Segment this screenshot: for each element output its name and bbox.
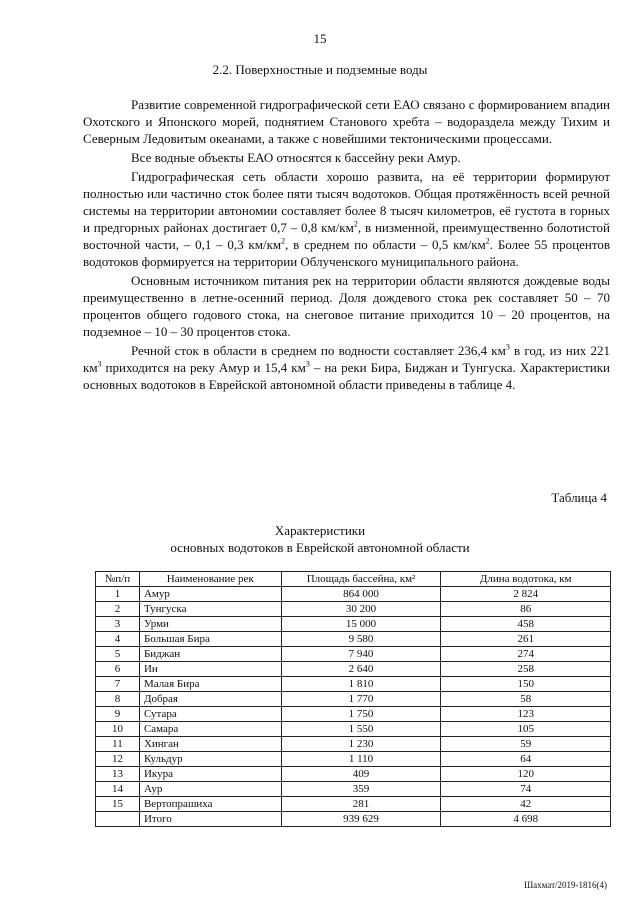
table-row <box>96 722 611 737</box>
cell-river-name: Малая Бира <box>139 677 281 692</box>
section-heading: 2.2. Поверхностные и подземные воды <box>212 62 428 77</box>
cell-number: 14 <box>96 782 140 797</box>
table-row <box>96 602 611 617</box>
cell-river-name: Хинган <box>139 737 281 752</box>
cell-length: 458 <box>441 617 611 632</box>
cell-length: 74 <box>441 782 611 797</box>
cell-river-name: Аур <box>139 782 281 797</box>
table-total-row <box>96 812 611 827</box>
cell-basin-area: 1 550 <box>281 722 441 737</box>
header-length: Длина водотока, км <box>441 572 611 587</box>
cell-length: 59 <box>441 737 611 752</box>
cell-basin-area: 939 629 <box>281 812 441 827</box>
cell-length: 58 <box>441 692 611 707</box>
page-number: 15 <box>313 31 327 46</box>
rivers-table <box>95 571 611 827</box>
table-row <box>96 767 611 782</box>
cell-river-name: Урми <box>139 617 281 632</box>
table-row <box>96 752 611 767</box>
cell-number: 7 <box>96 677 140 692</box>
body-text <box>83 96 610 393</box>
cell-length: 150 <box>441 677 611 692</box>
cell-basin-area: 864 000 <box>281 587 441 602</box>
paragraph-5: Речной сток в области в среднем по водности составляет 236,4 $км^3$ в год, из них 221 $км^3$ приходится на реку Амур и 15,4 $км^3$ – на реки Бира, Биджан и Тунгуска. Характеристики основных водотоков в Еврейской автономной области приведены в таблице 4. <box>83 342 610 392</box>
table-row <box>96 782 611 797</box>
paragraph-3: Гидрографическая сеть области хорошо развита, на её территории формируют полностью или частично сток более пяти тысяч водотоков. Общая протяжённость всей речной системы на территории автономии составляет более 8 тысяч километров, её густота в горных и предгорных районах достигает 0,7 – 0,8 $км/км^2$, в низменной, преимущественно болотистой восточной части, – 0,1 – 0,3 $км/км^2$, в среднем по области – 0,5 $км/км^2$. Более 55 процентов водотоков формируется на территории Облученского муниципального района. <box>83 169 610 269</box>
cell-length: 2 824 <box>441 587 611 602</box>
cell-river-name: Большая Бира <box>139 632 281 647</box>
cell-basin-area: 2 640 <box>281 662 441 677</box>
cell-basin-area: 1 810 <box>281 677 441 692</box>
paragraph-4: Основным источником питания рек на территории области являются дождевые воды преимущественно в летне-осенний период. Доля дождевого стока рек составляет 50 – 70 процентов общего годового стока, на снеговое питание приходится 10 – 20 процентов, на подземное – 10 – 30 процентов стока. <box>83 273 610 339</box>
cell-number: 8 <box>96 692 140 707</box>
table-row <box>96 737 611 752</box>
cell-river-name: Кульдур <box>139 752 281 767</box>
header-name: Наименование рек <box>139 572 281 587</box>
cell-river-name: Вертопрашиха <box>139 797 281 812</box>
cell-basin-area: 1 770 <box>281 692 441 707</box>
cell-basin-area: 359 <box>281 782 441 797</box>
cell-number: 6 <box>96 662 140 677</box>
table-header-row <box>96 572 611 587</box>
cell-length: 105 <box>441 722 611 737</box>
cell-number: 4 <box>96 632 140 647</box>
table-row <box>96 707 611 722</box>
cell-number: 5 <box>96 647 140 662</box>
cell-number: 2 <box>96 602 140 617</box>
table-row <box>96 632 611 647</box>
cell-basin-area: 409 <box>281 767 441 782</box>
cell-number: 3 <box>96 617 140 632</box>
footer-code: Шахмат/2019-1816(4) <box>524 880 607 890</box>
cell-length: 261 <box>441 632 611 647</box>
cell-river-name: Амур <box>139 587 281 602</box>
cell-length: 274 <box>441 647 611 662</box>
cell-number: 11 <box>96 737 140 752</box>
cell-river-name: Икура <box>139 767 281 782</box>
cell-number: 12 <box>96 752 140 767</box>
table-row <box>96 677 611 692</box>
cell-number: 9 <box>96 707 140 722</box>
table-row <box>96 617 611 632</box>
cell-river-name: Сутара <box>139 707 281 722</box>
table-row <box>96 647 611 662</box>
table-row <box>96 692 611 707</box>
cell-river-name: Биджан <box>139 647 281 662</box>
table-title: Характеристики основных водотоков в Еврейской автономной области <box>170 523 470 555</box>
cell-length: 258 <box>441 662 611 677</box>
cell-number: 10 <box>96 722 140 737</box>
cell-river-name: Добрая <box>139 692 281 707</box>
cell-river-name: Ин <box>139 662 281 677</box>
cell-basin-area: 1 110 <box>281 752 441 767</box>
cell-length: 123 <box>441 707 611 722</box>
cell-number: 15 <box>96 797 140 812</box>
table-label: Таблица 4 <box>551 490 607 505</box>
cell-number: 13 <box>96 767 140 782</box>
table-row <box>96 797 611 812</box>
cell-river-name: Самара <box>139 722 281 737</box>
cell-basin-area: 9 580 <box>281 632 441 647</box>
cell-basin-area: 7 940 <box>281 647 441 662</box>
cell-basin-area: 1 750 <box>281 707 441 722</box>
cell-length: 86 <box>441 602 611 617</box>
cell-river-name: Итого <box>139 812 281 827</box>
cell-number: 1 <box>96 587 140 602</box>
paragraph-2: Все водные объекты ЕАО относятся к бассейну реки Амур. <box>131 150 461 165</box>
cell-river-name: Тунгуска <box>139 602 281 617</box>
cell-length: 64 <box>441 752 611 767</box>
cell-length: 4 698 <box>441 812 611 827</box>
cell-basin-area: 30 200 <box>281 602 441 617</box>
cell-length: 120 <box>441 767 611 782</box>
paragraph-1: Развитие современной гидрографической сети ЕАО связано с формированием впадин Охотского и Японского морей, поднятием Станового хребта – водораздела между Тихим и Северным Ледовитым океанами, а также с новейшими тектоническими процессами. <box>83 97 610 146</box>
cell-basin-area: 1 230 <box>281 737 441 752</box>
cell-number <box>96 812 140 827</box>
header-area: Площадь бассейна, км² <box>281 572 441 587</box>
cell-length: 42 <box>441 797 611 812</box>
cell-basin-area: 281 <box>281 797 441 812</box>
header-number: №п/п <box>96 572 140 587</box>
cell-basin-area: 15 000 <box>281 617 441 632</box>
table-row <box>96 587 611 602</box>
table-row <box>96 662 611 677</box>
